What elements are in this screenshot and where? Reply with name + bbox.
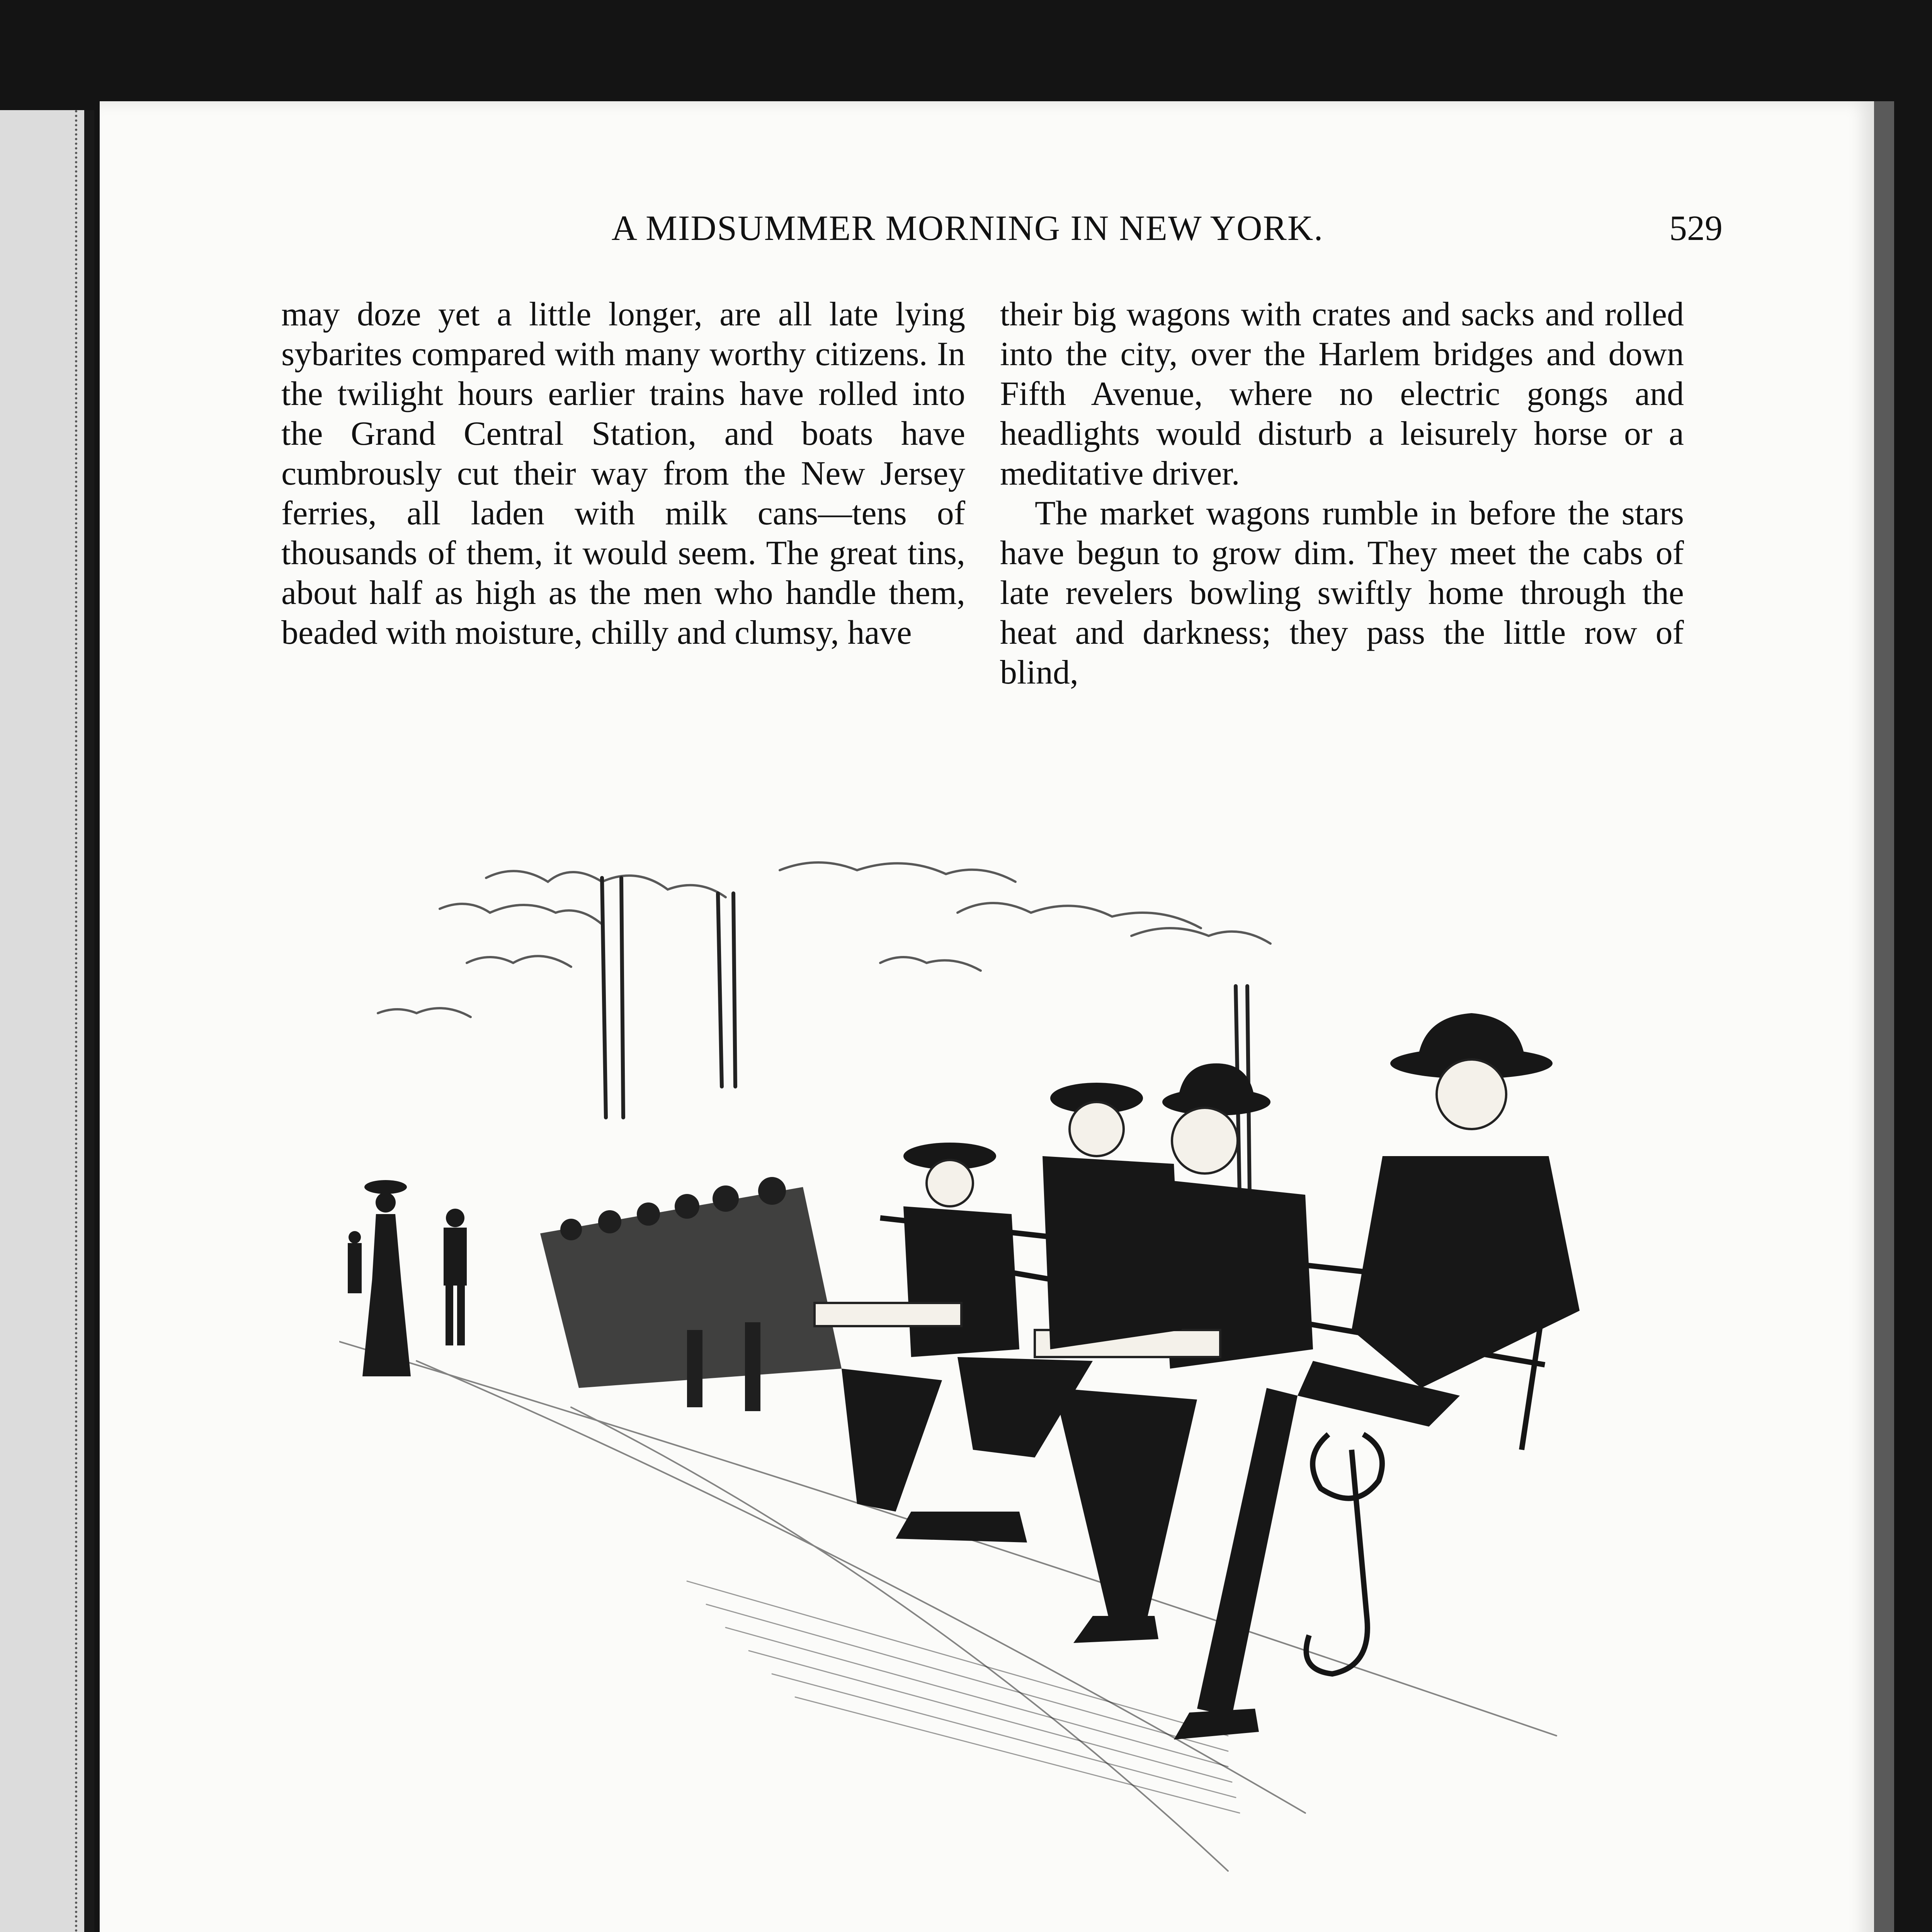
top-left-column	[281, 294, 965, 653]
paragraph: The market wagons rumble in before the stars have begun to grow dim. They meet the cabs of late revelers bowling swiftly home through the heat and darkness; they pass the little row of blind,	[1000, 495, 1684, 691]
paragraph: may doze yet a little longer, are all late lying sybarites compared with many worthy citizens. In the twilight hours earlier trains have rolled into the Grand Central Station, and boats have cumbrously cut their way from the New Jersey ferries, all laden with milk cans—tens of thousands of them, it would seem. The great tins, about half as high as the men who handle them, beaded with moisture, chilly and clumsy, have	[281, 296, 965, 651]
tree-canopy	[378, 862, 1270, 1017]
background-figures	[348, 1180, 467, 1376]
child-figure	[348, 1231, 362, 1293]
page-number: 529	[1669, 208, 1723, 248]
man-reading-newspaper	[1035, 1063, 1313, 1643]
foreground-men	[815, 1013, 1580, 1740]
top-right-column	[1000, 294, 1684, 692]
page-right-edge	[1874, 101, 1894, 1932]
man-in-bowler-hat	[1174, 1013, 1580, 1740]
park-bench-illustration	[339, 847, 1699, 1898]
man-dozing	[815, 1143, 1019, 1512]
book-page	[100, 101, 1874, 1932]
walkway	[339, 1342, 1556, 1871]
walkway-shading	[687, 1581, 1240, 1813]
running-head: A MIDSUMMER MORNING IN NEW YORK.	[611, 208, 1324, 248]
binding-marks	[71, 110, 77, 1932]
man-strolling	[444, 1209, 467, 1345]
paragraph: their big wagons with crates and sacks and rolled into the city, over the Harlem bridges and down Fifth Avenue, where no electric gongs and headlights would disturb a leisurely horse or a meditative driver.	[1000, 296, 1684, 492]
woman-strolling	[362, 1180, 411, 1376]
previous-page-edge	[0, 110, 94, 1932]
distant-bench-sitters	[540, 1177, 842, 1411]
